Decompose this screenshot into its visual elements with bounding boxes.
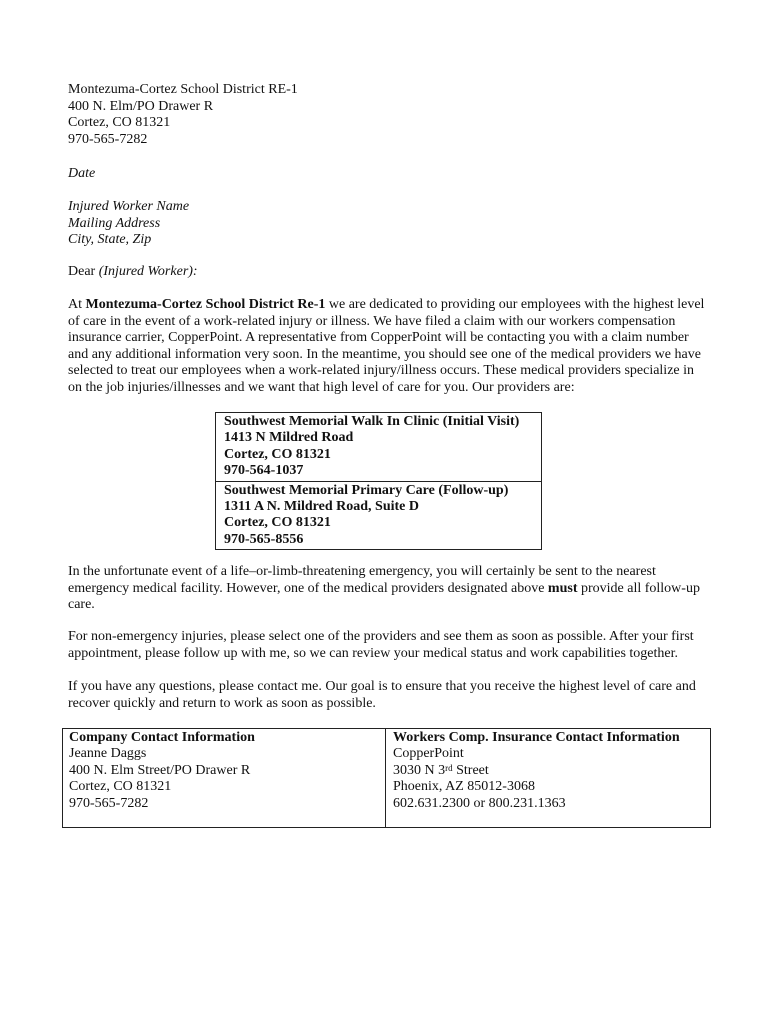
company-contact-city: Cortez, CO 81321 [69,779,172,795]
provider-name: Southwest Memorial Primary Care (Follow-up) [224,482,509,498]
sender-address-block [68,82,298,148]
ordinal-suffix: rd [445,762,453,773]
address-number: 3030 N 3 [393,762,446,778]
company-contact-phone: 970-565-7282 [69,795,149,811]
greeting [68,264,198,281]
emergency-text: In the unfortunate event of a life–or-limb-threatening emergency, you will certainly be sent to the nearest emergency medical facility. However, one of the medical providers designated above [68,564,656,596]
provider-phone: 970-564-1037 [224,463,304,479]
company-contact-cell [63,729,386,827]
providers-table [215,412,542,550]
intro-paragraph [68,297,708,396]
company-contact-address: 400 N. Elm Street/PO Drawer R [69,762,251,778]
provider-address: 1311 A N. Mildred Road, Suite D [224,499,419,515]
insurance-contact-name: CopperPoint [393,746,464,762]
company-contact-heading: Company Contact Information [69,730,255,745]
insurance-contact-heading: Workers Comp. Insurance Contact Information [393,730,680,745]
recipient-city: City, State, Zip [68,232,152,247]
recipient-block [68,199,189,249]
questions-paragraph: If you have any questions, please contact me. Our goal is to ensure that you receive the highest level of care and recover quickly and return to work as soon as possible. [68,679,696,711]
sender-name: Montezuma-Cortez School District RE-1 [68,82,298,97]
address-street: Street [452,762,489,778]
intro-text: we are dedicated to providing our employees with the highest level of care in the event of a work-related injury or illness. We have filed a claim with our workers compensation insurance carrier, CopperPoint. A representative from CopperPoint will be contacting you with a claim number and any additional information very soon. In the meantime, you should see one of the medical providers we have selected to treat our employees when a work-related injury/illness occurs. These medical providers specialize in on the job injuries/illnesses and we want that high level of care for you. Our providers are: [68,297,705,395]
insurance-contact-cell [386,729,710,827]
sender-city: Cortez, CO 81321 [68,115,171,130]
contacts-table [62,728,711,828]
provider-phone: 970-565-8556 [224,531,304,547]
insurance-contact-address [393,763,704,779]
sender-phone: 970-565-7282 [68,131,148,147]
recipient-name: Injured Worker Name [68,199,190,214]
greeting-name: (Injured Worker): [98,264,198,279]
insurance-contact-city: Phoenix, AZ 85012-3068 [393,779,535,795]
sender-address: 400 N. Elm/PO Drawer R [68,98,214,114]
provider-name: Southwest Memorial Walk In Clinic (Initial Visit) [224,414,520,429]
provider-primary-care [216,481,541,550]
provider-walk-in-clinic [216,413,541,481]
emergency-text-end: provide all follow-up care. [68,580,700,612]
recipient-address: Mailing Address [68,215,161,231]
emergency-paragraph [68,564,708,614]
provider-address: 1413 N Mildred Road [224,430,354,446]
greeting-prefix: Dear [68,264,99,279]
date-placeholder: Date [68,166,96,181]
provider-city: Cortez, CO 81321 [224,515,331,531]
insurance-contact-phone: 602.631.2300 or 800.231.1363 [393,795,566,811]
district-name: Montezuma-Cortez School District Re-1 [85,297,326,312]
must-emphasis: must [547,580,578,596]
provider-city: Cortez, CO 81321 [224,446,331,462]
intro-prefix: At [68,297,86,312]
company-contact-name: Jeanne Daggs [69,746,147,762]
non-emergency-paragraph: For non-emergency injuries, please select one of the providers and see them as soon as possible. After your first appointment, please follow up with me, so we can review your medical status and work capabilities together. [68,629,694,661]
